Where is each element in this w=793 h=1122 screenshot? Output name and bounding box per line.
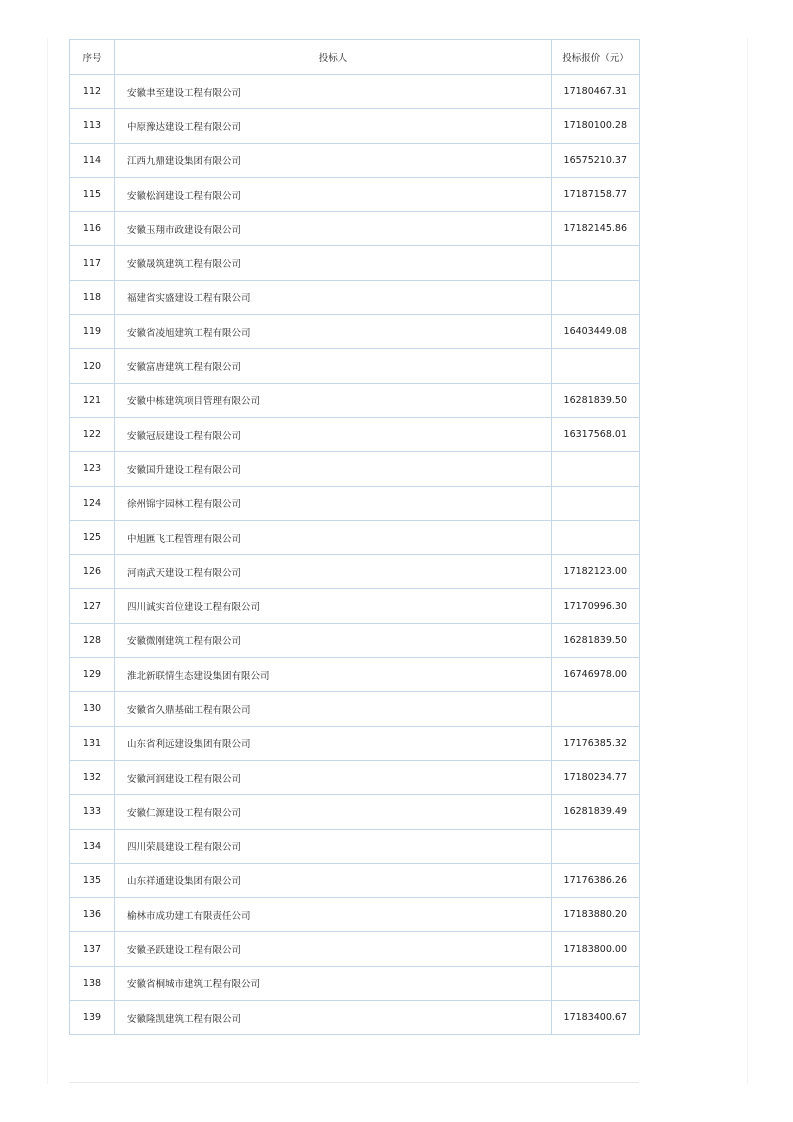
page-margin-line-left [47, 38, 48, 1084]
row-number: 135 [70, 863, 115, 897]
row-number: 120 [70, 349, 115, 383]
table-row [70, 520, 640, 554]
table-row [70, 246, 640, 280]
header-price: 投标报价（元） [552, 40, 640, 75]
table-bottom-rule [69, 1082, 639, 1083]
row-bidder: 安徽微刚建筑工程有限公司 [115, 623, 552, 657]
table-row [70, 486, 640, 520]
table-row [70, 383, 640, 417]
table-row [70, 75, 640, 109]
table-row [70, 212, 640, 246]
row-bidder: 安徽富唐建筑工程有限公司 [115, 349, 552, 383]
row-price: 17183400.67 [552, 1001, 640, 1035]
row-number: 113 [70, 109, 115, 143]
row-bidder: 安徽省凌旭建筑工程有限公司 [115, 315, 552, 349]
table-row [70, 863, 640, 897]
page-margin-line-right [747, 38, 748, 1084]
row-bidder: 安徽松润建设工程有限公司 [115, 177, 552, 211]
row-number: 116 [70, 212, 115, 246]
table-row [70, 898, 640, 932]
header-no: 序号 [70, 40, 115, 75]
row-price: 17182145.86 [552, 212, 640, 246]
row-price: 16317568.01 [552, 417, 640, 451]
row-number: 130 [70, 692, 115, 726]
row-price: 16281839.50 [552, 623, 640, 657]
row-price: 17176386.26 [552, 863, 640, 897]
row-bidder: 安徽冠辰建设工程有限公司 [115, 417, 552, 451]
row-price: 17182123.00 [552, 555, 640, 589]
row-number: 138 [70, 966, 115, 1000]
row-number: 139 [70, 1001, 115, 1035]
table-row [70, 932, 640, 966]
table-row [70, 109, 640, 143]
row-bidder: 安徽聿至建设工程有限公司 [115, 75, 552, 109]
row-price [552, 520, 640, 554]
row-price: 16281839.50 [552, 383, 640, 417]
row-number: 132 [70, 760, 115, 794]
row-price [552, 349, 640, 383]
row-bidder: 安徽晟筑建筑工程有限公司 [115, 246, 552, 280]
row-price [552, 452, 640, 486]
row-number: 118 [70, 280, 115, 314]
row-price: 17180234.77 [552, 760, 640, 794]
row-price: 16403449.08 [552, 315, 640, 349]
row-price: 17187158.77 [552, 177, 640, 211]
row-bidder: 安徽国升建设工程有限公司 [115, 452, 552, 486]
table-row [70, 760, 640, 794]
table-row [70, 452, 640, 486]
table-row [70, 658, 640, 692]
row-number: 125 [70, 520, 115, 554]
row-price [552, 692, 640, 726]
row-price: 16575210.37 [552, 143, 640, 177]
row-price: 17180100.28 [552, 109, 640, 143]
table-header-row [70, 40, 640, 75]
row-bidder: 四川诚实首位建设工程有限公司 [115, 589, 552, 623]
row-number: 127 [70, 589, 115, 623]
table-row [70, 555, 640, 589]
row-price [552, 246, 640, 280]
row-bidder: 安徽中栋建筑项目管理有限公司 [115, 383, 552, 417]
row-price: 16281839.49 [552, 795, 640, 829]
header-bidder: 投标人 [115, 40, 552, 75]
row-bidder: 河南武天建设工程有限公司 [115, 555, 552, 589]
row-bidder: 江西九鼎建设集团有限公司 [115, 143, 552, 177]
row-number: 122 [70, 417, 115, 451]
row-price [552, 829, 640, 863]
row-bidder: 山东祥通建设集团有限公司 [115, 863, 552, 897]
row-number: 136 [70, 898, 115, 932]
table-row [70, 1001, 640, 1035]
table-row [70, 795, 640, 829]
row-number: 131 [70, 726, 115, 760]
bid-table [69, 39, 640, 1035]
row-bidder: 安徽省桐城市建筑工程有限公司 [115, 966, 552, 1000]
table-row [70, 177, 640, 211]
row-price: 17170996.30 [552, 589, 640, 623]
row-bidder: 山东省利远建设集团有限公司 [115, 726, 552, 760]
row-bidder: 安徽河润建设工程有限公司 [115, 760, 552, 794]
table-row [70, 143, 640, 177]
row-price: 16746978.00 [552, 658, 640, 692]
table-row [70, 349, 640, 383]
row-bidder: 安徽玉翔市政建设有限公司 [115, 212, 552, 246]
row-bidder: 徐州锦宇园林工程有限公司 [115, 486, 552, 520]
row-bidder: 淮北新联情生态建设集团有限公司 [115, 658, 552, 692]
row-number: 126 [70, 555, 115, 589]
row-number: 112 [70, 75, 115, 109]
row-price [552, 966, 640, 1000]
row-bidder: 安徽仁源建设工程有限公司 [115, 795, 552, 829]
row-bidder: 榆林市成功建工有限责任公司 [115, 898, 552, 932]
row-price: 17176385.32 [552, 726, 640, 760]
table-row [70, 623, 640, 657]
table-row [70, 726, 640, 760]
row-number: 133 [70, 795, 115, 829]
row-bidder: 中旭匯飞工程管理有限公司 [115, 520, 552, 554]
row-bidder: 安徽隆凯建筑工程有限公司 [115, 1001, 552, 1035]
table-row [70, 589, 640, 623]
row-bidder: 四川荣晨建设工程有限公司 [115, 829, 552, 863]
row-number: 134 [70, 829, 115, 863]
row-price: 17183880.20 [552, 898, 640, 932]
row-number: 121 [70, 383, 115, 417]
row-bidder: 中原豫达建设工程有限公司 [115, 109, 552, 143]
row-number: 119 [70, 315, 115, 349]
row-number: 137 [70, 932, 115, 966]
row-bidder: 安徽圣跃建设工程有限公司 [115, 932, 552, 966]
row-number: 128 [70, 623, 115, 657]
row-price [552, 486, 640, 520]
row-number: 123 [70, 452, 115, 486]
table-row [70, 829, 640, 863]
row-price: 17180467.31 [552, 75, 640, 109]
table-row [70, 315, 640, 349]
row-price [552, 280, 640, 314]
row-number: 115 [70, 177, 115, 211]
table-row [70, 280, 640, 314]
table-row [70, 692, 640, 726]
row-bidder: 安徽省久鼎基础工程有限公司 [115, 692, 552, 726]
row-number: 117 [70, 246, 115, 280]
table-row [70, 417, 640, 451]
row-number: 124 [70, 486, 115, 520]
row-bidder: 福建省实盛建设工程有限公司 [115, 280, 552, 314]
row-number: 114 [70, 143, 115, 177]
row-number: 129 [70, 658, 115, 692]
table-row [70, 966, 640, 1000]
row-price: 17183800.00 [552, 932, 640, 966]
